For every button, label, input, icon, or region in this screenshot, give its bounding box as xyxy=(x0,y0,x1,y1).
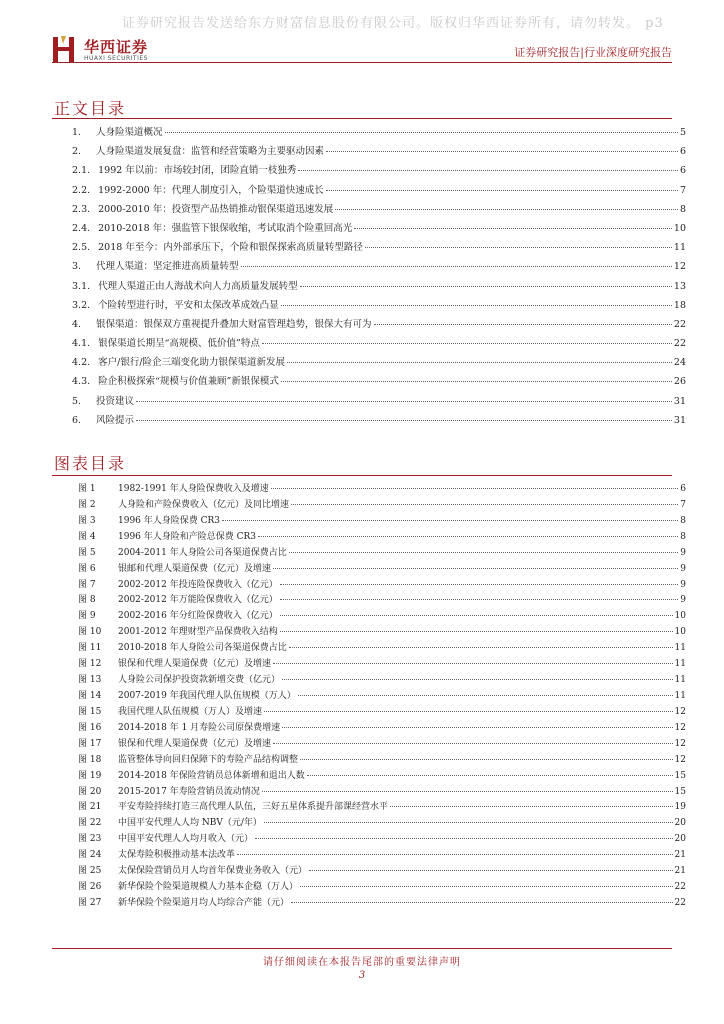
figures-heading-underline xyxy=(52,475,672,476)
figure-entry-title: 银邮和代理人渠道保费（亿元）及增速 xyxy=(118,563,272,574)
figure-entry-leader xyxy=(273,743,673,744)
toc-entry[interactable] xyxy=(72,373,686,392)
toc-entry-title: 人身险渠道概况 xyxy=(96,127,163,138)
figure-entry-number: 图 16 xyxy=(78,722,102,733)
figure-entry-title: 2001-2012 年理财型产品保费收入结构 xyxy=(118,627,278,638)
figure-entry[interactable] xyxy=(78,815,686,831)
figure-entry-title: 1982-1991 年人身险保费收入及增速 xyxy=(118,484,269,494)
figure-entry-title: 新华保险个险渠道规模人力基本企稳（万人） xyxy=(118,882,299,893)
figure-entry[interactable] xyxy=(78,847,686,863)
figure-entry-title: 中国平安代理人人均 NBV（元/年） xyxy=(118,818,262,829)
toc-entry-page: 18 xyxy=(673,299,686,311)
report-type-label: 证券研究报告|行业深度研究报告 xyxy=(514,46,672,59)
toc-entry-number: 2.2. xyxy=(72,184,91,196)
figure-entry-page: 11 xyxy=(674,643,686,654)
toc-entry-title: 风险提示 xyxy=(96,414,135,426)
figure-entry-leader xyxy=(291,504,678,505)
toc-list xyxy=(72,124,686,431)
toc-entry-page: 13 xyxy=(673,280,686,292)
figure-entry-number: 图 19 xyxy=(78,770,102,781)
toc-entry-title: 2010-2018 年：强监管下银保收缩，考试取消个险重回高光 xyxy=(98,222,353,234)
toc-entry-leader xyxy=(335,209,678,210)
figure-entry-title: 太保保险营销员月人均首年保费业务收入（元） xyxy=(118,866,308,877)
toc-entry-number: 2.5. xyxy=(72,242,91,254)
figure-entry-number: 图 18 xyxy=(78,754,102,765)
figure-entry-page: 9 xyxy=(680,595,686,606)
figure-entry-page: 11 xyxy=(674,659,686,670)
toc-entry-title: 代理人渠道：坚定推进高质量转型 xyxy=(96,261,239,273)
toc-entry-leader xyxy=(300,286,672,287)
figures-heading: 图表目录 xyxy=(54,454,127,473)
figure-entry[interactable] xyxy=(78,577,686,593)
figure-entry-leader xyxy=(289,647,673,648)
header-divider xyxy=(52,62,672,63)
figure-entry-page: 11 xyxy=(674,675,686,686)
figure-entry-page: 12 xyxy=(674,754,686,765)
figure-entry-number: 图 5 xyxy=(78,547,96,558)
logo-chinese-name: 华西证券 xyxy=(84,38,149,56)
figure-entry-title: 2015-2017 年寿险营销员流动情况 xyxy=(118,786,260,797)
figure-entry-title: 2014-2018 年 1 月寿险公司原保费增速 xyxy=(118,722,281,733)
figure-entry-number: 图 2 xyxy=(78,499,96,510)
figure-entry-title: 1996 年人身险和产险总保费 CR3 xyxy=(118,531,257,542)
figure-entry-page: 21 xyxy=(674,866,686,877)
toc-entry-number: 4. xyxy=(72,318,82,330)
toc-entry-title: 代理人渠道正由人海战术向人力高质量发展转型 xyxy=(98,280,298,292)
figure-entry[interactable] xyxy=(78,799,686,815)
figure-entry-title: 2002-2012 年投连险保费收入（亿元） xyxy=(118,579,278,590)
figure-entry-title: 2004-2011 年人身险公司各渠道保费占比 xyxy=(118,547,287,558)
figure-entry-title: 中国平安代理人人均月收入（元） xyxy=(118,834,254,845)
toc-entry[interactable] xyxy=(72,297,686,316)
figure-entry-leader xyxy=(307,775,673,776)
figure-entry[interactable] xyxy=(78,863,686,879)
toc-entry-number: 2.1. xyxy=(72,165,91,177)
toc-entry-leader xyxy=(281,381,672,382)
footer-legal-notice: 请仔细阅读在本报告尾部的重要法律声明 xyxy=(263,957,461,968)
toc-entry[interactable] xyxy=(72,316,686,335)
toc-entry-title: 银保渠道：银保双方重视提升叠加大财富管理趋势，银保大有可为 xyxy=(96,318,372,330)
toc-entry-number: 3.2. xyxy=(72,299,91,311)
figure-entry-page: 22 xyxy=(674,882,686,893)
figure-entry-number: 图 25 xyxy=(78,866,102,877)
figure-entry[interactable] xyxy=(78,608,686,624)
figure-entry-leader xyxy=(271,488,679,489)
toc-entry-leader xyxy=(262,343,672,344)
toc-entry-number: 2. xyxy=(72,146,82,158)
footer-divider xyxy=(52,948,672,949)
toc-entry-number: 2.3. xyxy=(72,203,91,215)
toc-entry[interactable] xyxy=(72,162,686,181)
toc-entry-leader xyxy=(136,401,672,402)
figure-entry-number: 图 17 xyxy=(78,738,102,749)
figure-entry-number: 图 10 xyxy=(78,627,102,638)
toc-entry[interactable] xyxy=(72,239,686,258)
figure-entry[interactable] xyxy=(78,656,686,672)
figure-entry-leader xyxy=(258,536,678,537)
toc-entry-leader xyxy=(365,247,672,248)
figure-entry-page: 12 xyxy=(674,706,686,717)
figure-entry-page: 9 xyxy=(680,579,686,590)
toc-entry[interactable] xyxy=(72,393,686,412)
figure-entry-number: 图 8 xyxy=(78,595,96,606)
figure-entry-title: 我国代理人队伍规模（万人）及增速 xyxy=(118,706,263,717)
figure-entry-leader xyxy=(282,679,673,680)
figure-entry-page: 12 xyxy=(674,738,686,749)
figure-entry-page: 19 xyxy=(674,802,686,813)
toc-entry-page: 8 xyxy=(679,203,686,215)
figure-entry-number: 图 12 xyxy=(78,659,102,670)
watermark-text: 证券研究报告发送给东方财富信息股份有限公司。版权归华西证券所有，请勿转发。 p3 xyxy=(122,16,664,31)
toc-entry-number: 6. xyxy=(72,414,82,426)
toc-entry-leader xyxy=(281,305,672,306)
figure-entry[interactable] xyxy=(78,768,686,784)
toc-entry[interactable] xyxy=(72,124,686,143)
figure-entry-page: 15 xyxy=(674,770,686,781)
toc-entry-page: 12 xyxy=(673,261,686,273)
figure-entry-leader xyxy=(291,902,673,903)
figure-entry[interactable] xyxy=(78,720,686,736)
figure-entry-page: 8 xyxy=(680,531,686,542)
figure-entry-number: 图 14 xyxy=(78,690,102,701)
figure-entry-number: 图 22 xyxy=(78,818,102,829)
toc-entry[interactable] xyxy=(72,354,686,373)
figure-entry-leader xyxy=(309,870,673,871)
figure-entry-leader xyxy=(237,854,673,855)
figure-entry-number: 图 27 xyxy=(78,897,102,908)
figure-entry-page: 6 xyxy=(680,484,686,494)
toc-entry-number: 2.4. xyxy=(72,222,91,234)
figure-entry-number: 图 20 xyxy=(78,786,102,797)
toc-entry-leader xyxy=(136,420,672,421)
toc-entry-leader xyxy=(287,362,672,363)
figure-entry-page: 20 xyxy=(674,818,686,829)
huaxi-logo-icon xyxy=(52,34,78,64)
figure-entry-page: 10 xyxy=(674,627,686,638)
figure-entry-leader xyxy=(255,838,673,839)
figure-entry-title: 太保寿险积极推动基本法改革 xyxy=(118,850,236,861)
toc-entry-page: 31 xyxy=(673,395,686,407)
figure-entry-leader xyxy=(280,631,673,632)
figure-entry-title: 人身险和产险保费收入（亿元）及同比增速 xyxy=(118,499,290,510)
toc-entry-page: 6 xyxy=(679,146,686,158)
figure-entry-leader xyxy=(262,791,673,792)
figure-entry-page: 12 xyxy=(674,722,686,733)
toc-entry-number: 4.2. xyxy=(72,357,91,369)
toc-heading-underline xyxy=(52,118,672,119)
toc-entry-page: 11 xyxy=(673,242,686,254)
figure-entry-page: 10 xyxy=(674,611,686,622)
figure-entry-leader xyxy=(273,568,678,569)
figure-entry-page: 20 xyxy=(674,834,686,845)
toc-entry-leader xyxy=(326,190,678,191)
figure-entry[interactable] xyxy=(78,752,686,768)
figure-entry[interactable] xyxy=(78,481,686,497)
toc-entry-title: 1992-2000 年：代理人制度引入，个险渠道快速成长 xyxy=(98,184,324,196)
figure-entry-title: 平安寿险持续打造三高代理人队伍，三好五星体系提升部课经营水平 xyxy=(118,802,389,813)
figure-entry[interactable] xyxy=(78,545,686,561)
toc-entry-page: 22 xyxy=(673,318,686,330)
toc-entry-leader xyxy=(165,132,678,133)
figure-entry-leader xyxy=(289,552,679,553)
toc-entry-title: 个险转型进行时，平安和太保改革成效凸显 xyxy=(98,299,279,311)
figure-entry-number: 图 1 xyxy=(78,484,96,494)
toc-entry-title: 2000-2010 年：投资型产品热销推动银保渠道迅速发展 xyxy=(98,203,334,215)
figure-entry-number: 图 6 xyxy=(78,563,96,574)
toc-heading: 正文目录 xyxy=(54,99,127,118)
figure-entry-number: 图 21 xyxy=(78,802,102,813)
toc-entry[interactable] xyxy=(72,335,686,354)
toc-entry-title: 投资建议 xyxy=(96,395,135,407)
figure-entry-leader xyxy=(298,695,673,696)
figure-entry-page: 8 xyxy=(680,515,686,526)
figure-entry-number: 图 15 xyxy=(78,706,102,717)
figure-entry-number: 图 13 xyxy=(78,675,102,686)
figure-entry-number: 图 23 xyxy=(78,834,102,845)
figure-entry[interactable] xyxy=(78,624,686,640)
figure-entry[interactable] xyxy=(78,561,686,577)
figure-entry-title: 2010-2018 年人身险公司各渠道保费占比 xyxy=(118,643,287,654)
figure-entry[interactable] xyxy=(78,831,686,847)
toc-entry-title: 人身险渠道发展复盘：监管和经营策略为主要驱动因素 xyxy=(96,146,325,158)
toc-entry-number: 1. xyxy=(72,127,82,138)
toc-entry-number: 3.1. xyxy=(72,280,91,292)
page-number: 3 xyxy=(358,970,366,981)
figure-entry-number: 图 7 xyxy=(78,579,96,590)
figures-list xyxy=(78,481,686,911)
figure-entry-page: 7 xyxy=(680,499,686,510)
figure-entry-title: 银保和代理人渠道保费（亿元）及增速 xyxy=(118,738,272,749)
toc-entry[interactable] xyxy=(72,412,686,431)
figure-entry-leader xyxy=(264,822,673,823)
toc-entry-page: 31 xyxy=(673,414,686,426)
toc-entry[interactable] xyxy=(72,201,686,220)
toc-entry-page: 22 xyxy=(673,338,686,350)
figure-entry-page: 22 xyxy=(674,897,686,908)
toc-entry[interactable] xyxy=(72,182,686,201)
figure-entry-page: 11 xyxy=(674,690,686,701)
figure-entry-leader xyxy=(280,615,673,616)
toc-entry-page: 26 xyxy=(673,376,686,388)
figure-entry-page: 9 xyxy=(680,547,686,558)
figure-entry[interactable] xyxy=(78,513,686,529)
toc-entry[interactable] xyxy=(72,278,686,297)
toc-entry-leader xyxy=(241,266,672,267)
figure-entry-title: 1996 年人身险保费 CR3 xyxy=(118,515,221,526)
figure-entry-title: 2007-2019 年我国代理人队伍规模（万人） xyxy=(118,690,296,701)
toc-entry[interactable] xyxy=(72,258,686,277)
toc-entry-leader xyxy=(354,228,672,229)
toc-entry-title: 银保渠道长期呈“高规模、低价值”特点 xyxy=(98,338,260,350)
figure-entry-page: 9 xyxy=(680,563,686,574)
toc-entry-number: 4.3. xyxy=(72,376,91,388)
figure-entry-leader xyxy=(264,711,673,712)
toc-entry[interactable] xyxy=(72,143,686,162)
figure-entry-leader xyxy=(273,663,673,664)
figure-entry-leader xyxy=(282,727,672,728)
toc-entry-leader xyxy=(326,151,678,152)
figure-entry[interactable] xyxy=(78,879,686,895)
figure-entry-number: 图 4 xyxy=(78,531,96,542)
toc-entry-title: 险企积极探索“规模与价值兼顾”新银保模式 xyxy=(98,376,279,388)
figure-entry[interactable] xyxy=(78,672,686,688)
toc-entry-page: 5 xyxy=(679,127,686,138)
figure-entry-leader xyxy=(222,520,678,521)
figure-entry[interactable] xyxy=(78,640,686,656)
toc-entry-page: 7 xyxy=(679,184,686,196)
figure-entry[interactable] xyxy=(78,704,686,720)
figure-entry[interactable] xyxy=(78,592,686,608)
toc-entry-page: 24 xyxy=(673,357,686,369)
figure-entry-leader xyxy=(390,806,673,807)
figure-entry[interactable] xyxy=(78,688,686,704)
toc-entry-leader xyxy=(374,324,672,325)
figure-entry-title: 新华保险个险渠道月均人均综合产能（元） xyxy=(118,897,290,908)
figure-entry-page: 15 xyxy=(674,786,686,797)
figure-entry-leader xyxy=(300,886,673,887)
toc-entry-title: 1992 年以前：市场较封闭，团险直销一枝独秀 xyxy=(98,165,297,177)
figure-entry-title: 2014-2018 年保险营销员总体新增和退出人数 xyxy=(118,770,305,781)
toc-entry-leader xyxy=(298,170,678,171)
toc-entry-number: 4.1. xyxy=(72,338,91,350)
figure-entry[interactable] xyxy=(78,784,686,800)
figure-entry-title: 银保和代理人渠道保费（亿元）及增速 xyxy=(118,659,272,670)
toc-entry[interactable] xyxy=(72,220,686,239)
figure-entry-page: 21 xyxy=(674,850,686,861)
figure-entry-leader xyxy=(300,759,673,760)
figure-entry-number: 图 9 xyxy=(78,611,96,622)
toc-entry-page: 6 xyxy=(679,165,686,177)
figure-entry-leader xyxy=(280,584,679,585)
figure-entry-title: 人身险公司保护投资款新增交费（亿元） xyxy=(118,675,281,686)
figure-entry-number: 图 11 xyxy=(78,643,102,654)
toc-entry-page: 10 xyxy=(673,222,686,234)
figure-entry[interactable] xyxy=(78,736,686,752)
figure-entry-title: 2002-2016 年分红险保费收入（亿元） xyxy=(118,611,278,622)
figure-entry-number: 图 3 xyxy=(78,515,96,526)
toc-entry-title: 2018 年至今：内外部承压下，个险和银保探索高质量转型路径 xyxy=(98,242,363,254)
figure-entry-title: 监管整体导向回归保障下的寿险产品结构调整 xyxy=(118,754,299,765)
figure-entry[interactable] xyxy=(78,497,686,513)
figure-entry-leader xyxy=(280,599,679,600)
figure-entry-number: 图 24 xyxy=(78,850,102,861)
toc-entry-number: 5. xyxy=(72,395,82,407)
toc-entry-number: 3. xyxy=(72,261,82,273)
figure-entry[interactable] xyxy=(78,895,686,911)
figure-entry-title: 2002-2012 年万能险保费收入（亿元） xyxy=(118,595,278,606)
logo-english-name: HUAXI SECURITIES xyxy=(84,55,148,62)
figure-entry-number: 图 26 xyxy=(78,882,102,893)
figure-entry[interactable] xyxy=(78,529,686,545)
toc-entry-title: 客户/银行/险企三端变化助力银保渠道新发展 xyxy=(98,357,286,369)
